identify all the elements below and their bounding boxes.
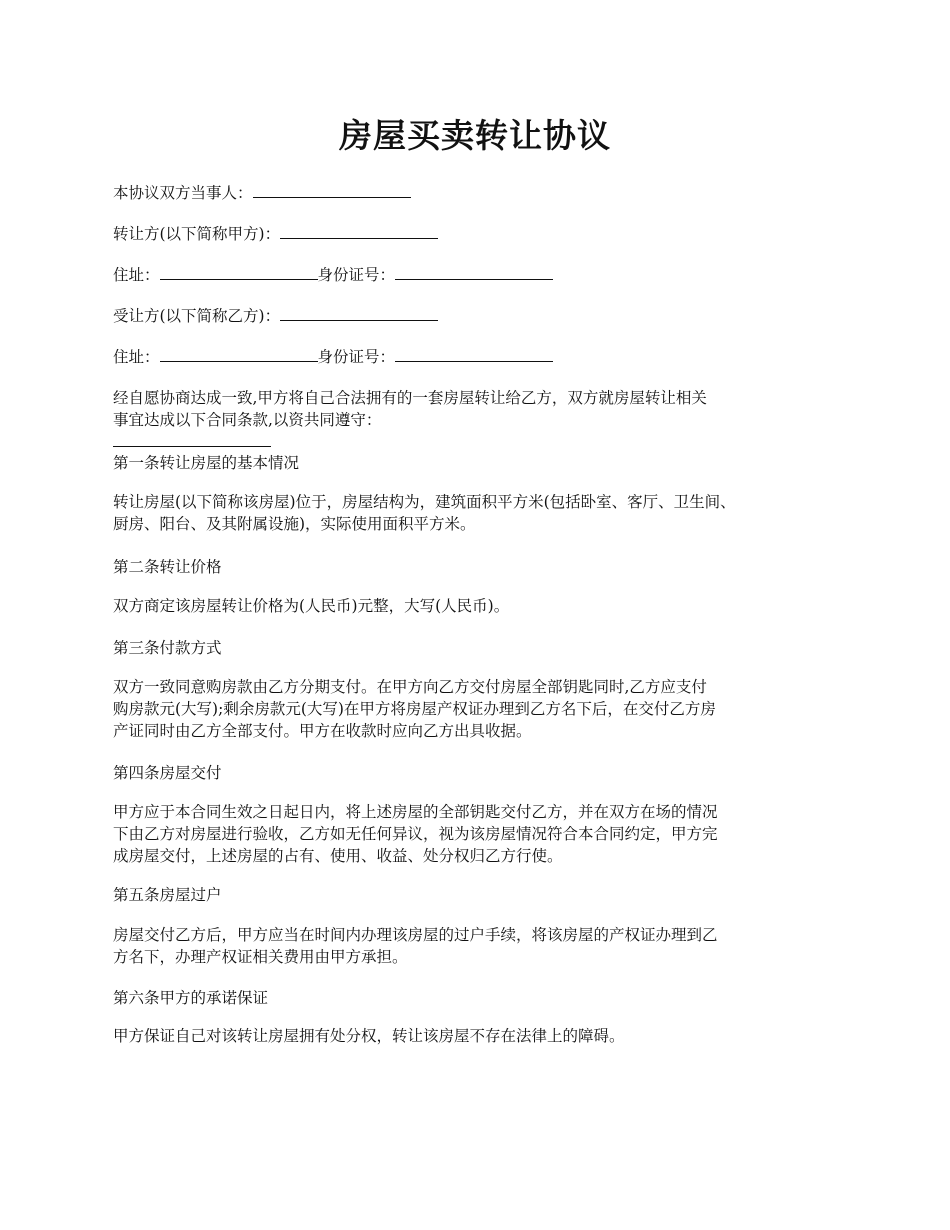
article-1-body [113, 491, 853, 535]
intro-blank[interactable] [113, 431, 271, 447]
address-blank-b[interactable] [160, 346, 318, 362]
transferor-address-line [113, 264, 553, 286]
article-5-line-2: 方名下，办理产权证相关费用由甲方承担。 [113, 948, 408, 966]
id-blank-b[interactable] [395, 346, 553, 362]
id-label-a: 身份证号： [317, 266, 396, 284]
document-title: 房屋买卖转让协议 [339, 116, 611, 155]
intro-paragraph [113, 387, 853, 447]
article-4-heading: 第四条房屋交付 [113, 764, 222, 782]
article-1-line-2: 厨房、阳台、及其附属设施)，实际使用面积平方米。 [113, 515, 476, 533]
article-3-line-3: 产证同时由乙方全部支付。甲方在收款时应向乙方出具收据。 [113, 722, 532, 740]
article-2-heading: 第二条转让价格 [113, 558, 222, 576]
article-2-body [113, 595, 853, 617]
article-4-line-2: 下由乙方对房屋进行验收，乙方如无任何异议，视为该房屋情况符合本合同约定，甲方完 [113, 825, 718, 843]
article-1-heading: 第一条转让房屋的基本情况 [113, 454, 300, 472]
id-blank-a[interactable] [395, 264, 553, 280]
article-4-line-3: 成房屋交付，上述房屋的占有、使用、收益、处分权归乙方行使。 [113, 847, 563, 865]
article-4-body [113, 801, 853, 867]
article-6-body [113, 1025, 853, 1047]
transferor-blank[interactable] [280, 223, 438, 239]
article-3-heading: 第三条付款方式 [113, 639, 222, 657]
address-label-b: 住址： [113, 348, 160, 366]
article-4-line-1: 甲方应于本合同生效之日起日内，将上述房屋的全部钥匙交付乙方，并在双方在场的情况 [113, 803, 718, 821]
parties-blank[interactable] [253, 182, 411, 198]
article-1-line-1: 转让房屋(以下简称该房屋)位于，房屋结构为，建筑面积平方米(包括卧室、客厅、卫生间、 [113, 493, 736, 511]
intro-line-2: 事宜达成以下合同条款,以资共同遵守： [113, 411, 382, 429]
article-2-line-1: 双方商定该房屋转让价格为(人民币)元整，大写(人民币)。 [113, 597, 510, 615]
article-3-line-1: 双方一致同意购房款由乙方分期支付。在甲方向乙方交付房屋全部钥匙同时,乙方应支付 [113, 678, 707, 696]
article-5-line-1: 房屋交付乙方后，甲方应当在时间内办理该房屋的过户手续，将该房屋的产权证办理到乙 [113, 926, 718, 944]
transferee-label: 受让方(以下简称乙方)： [113, 307, 281, 325]
transferee-blank[interactable] [280, 305, 438, 321]
article-3-line-2: 购房款元(大写);剩余房款元(大写)在甲方将房屋产权证办理到乙方名下后，在交付乙方房 [113, 700, 716, 718]
address-label-a: 住址： [113, 266, 160, 284]
article-3-body [113, 676, 853, 742]
parties-label: 本协议双方当事人： [113, 184, 253, 202]
transferee-address-line [113, 346, 553, 368]
intro-line-2-wrap [113, 409, 853, 447]
article-6-line-1: 甲方保证自己对该转让房屋拥有处分权，转让该房屋不存在法律上的障碍。 [113, 1027, 625, 1045]
article-5-body [113, 924, 853, 968]
article-5-heading: 第五条房屋过户 [113, 886, 222, 904]
article-6-heading: 第六条甲方的承诺保证 [113, 989, 269, 1007]
transferee-line [113, 305, 438, 327]
parties-line [113, 182, 411, 204]
intro-line-1: 经自愿协商达成一致,甲方将自己合法拥有的一套房屋转让给乙方，双方就房屋转让相关 [113, 389, 707, 407]
transferor-line [113, 223, 438, 245]
id-label-b: 身份证号： [317, 348, 396, 366]
transferor-label: 转让方(以下简称甲方)： [113, 225, 281, 243]
address-blank-a[interactable] [160, 264, 318, 280]
